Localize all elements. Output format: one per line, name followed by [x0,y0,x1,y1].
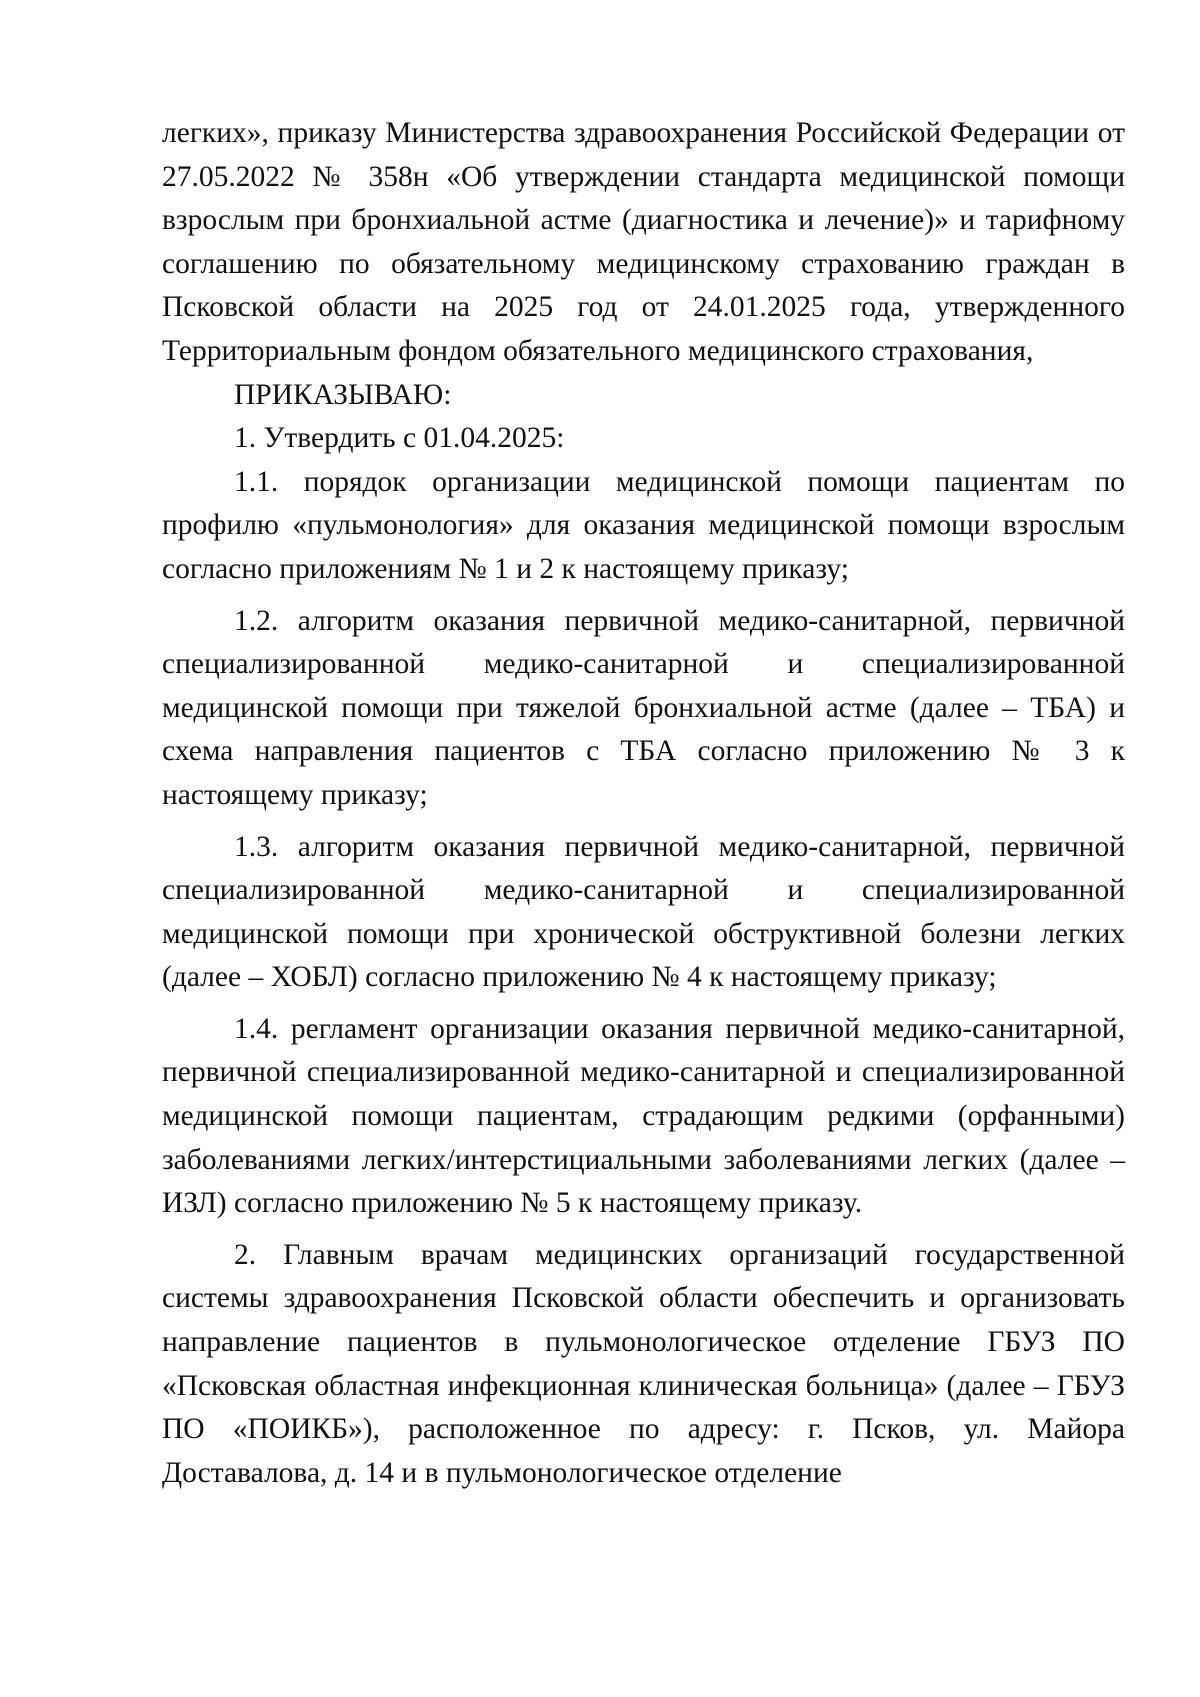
paragraph-item-1: 1. Утвердить с 01.04.2025: [234,422,565,455]
paragraph-item-1-2: 1.2. алгоритм оказания первичной медико-санитарной, первичной специализированной медико-санитарной и специализированной медицинской помощи при тяжелой бронхиальной астме (далее – ТБА) и схема направления пациентов с ТБА согласно приложению № 3 к настоящему приказу; [162,604,1125,811]
paragraph-order-heading: ПРИКАЗЫВАЮ: [234,378,452,411]
paragraph-item-1-1: 1.1. порядок организации медицинской помощи пациентам по профилю «пульмонология» для оказания медицинской помощи взрослым согласно приложениям № 1 и 2 к настоящему приказу; [162,465,1125,585]
paragraph-preamble: легких», приказу Министерства здравоохранения Российской Федерации от 27.05.2022 № 358н «Об утверждении стандарта медицинской помощи взрослым при бронхиальной астме (диагностика и лечение)» и тарифному соглашению по обязательному медицинскому страхованию граждан в Псковской области на 2025 год от 24.01.2025 года, утвержденного Территориальным фондом обязательного медицинского страхования, [162,117,1125,367]
paragraph-item-2: 2. Главным врачам медицинских организаций государственной системы здравоохранения Псковской области обеспечить и организовать направление пациентов в пульмонологическое отделение ГБУЗ ПО «Псковская областная инфекционная клиническая больница» (далее – ГБУЗ ПО «ПОИКБ»), расположенное по адресу: г. Псков, ул. Майора Доставалова, д. 14 и в пульмонологическое отделение [162,1238,1125,1489]
paragraph-item-1-3: 1.3. алгоритм оказания первичной медико-санитарной, первичной специализированной медико-санитарной и специализированной медицинской помощи при хронической обструктивной болезни легких (далее – ХОБЛ) согласно приложению № 4 к настоящему приказу; [162,830,1125,994]
document-body [162,112,1125,1495]
paragraph-item-1-4: 1.4. регламент организации оказания первичной медико-санитарной, первичной специализированной медико-санитарной и специализированной медицинской помощи пациентам, страдающим редкими (орфанными) заболеваниями легких/интерстициальными заболеваниями легких (далее – ИЗЛ) согласно приложению № 5 к настоящему приказу. [162,1012,1125,1220]
